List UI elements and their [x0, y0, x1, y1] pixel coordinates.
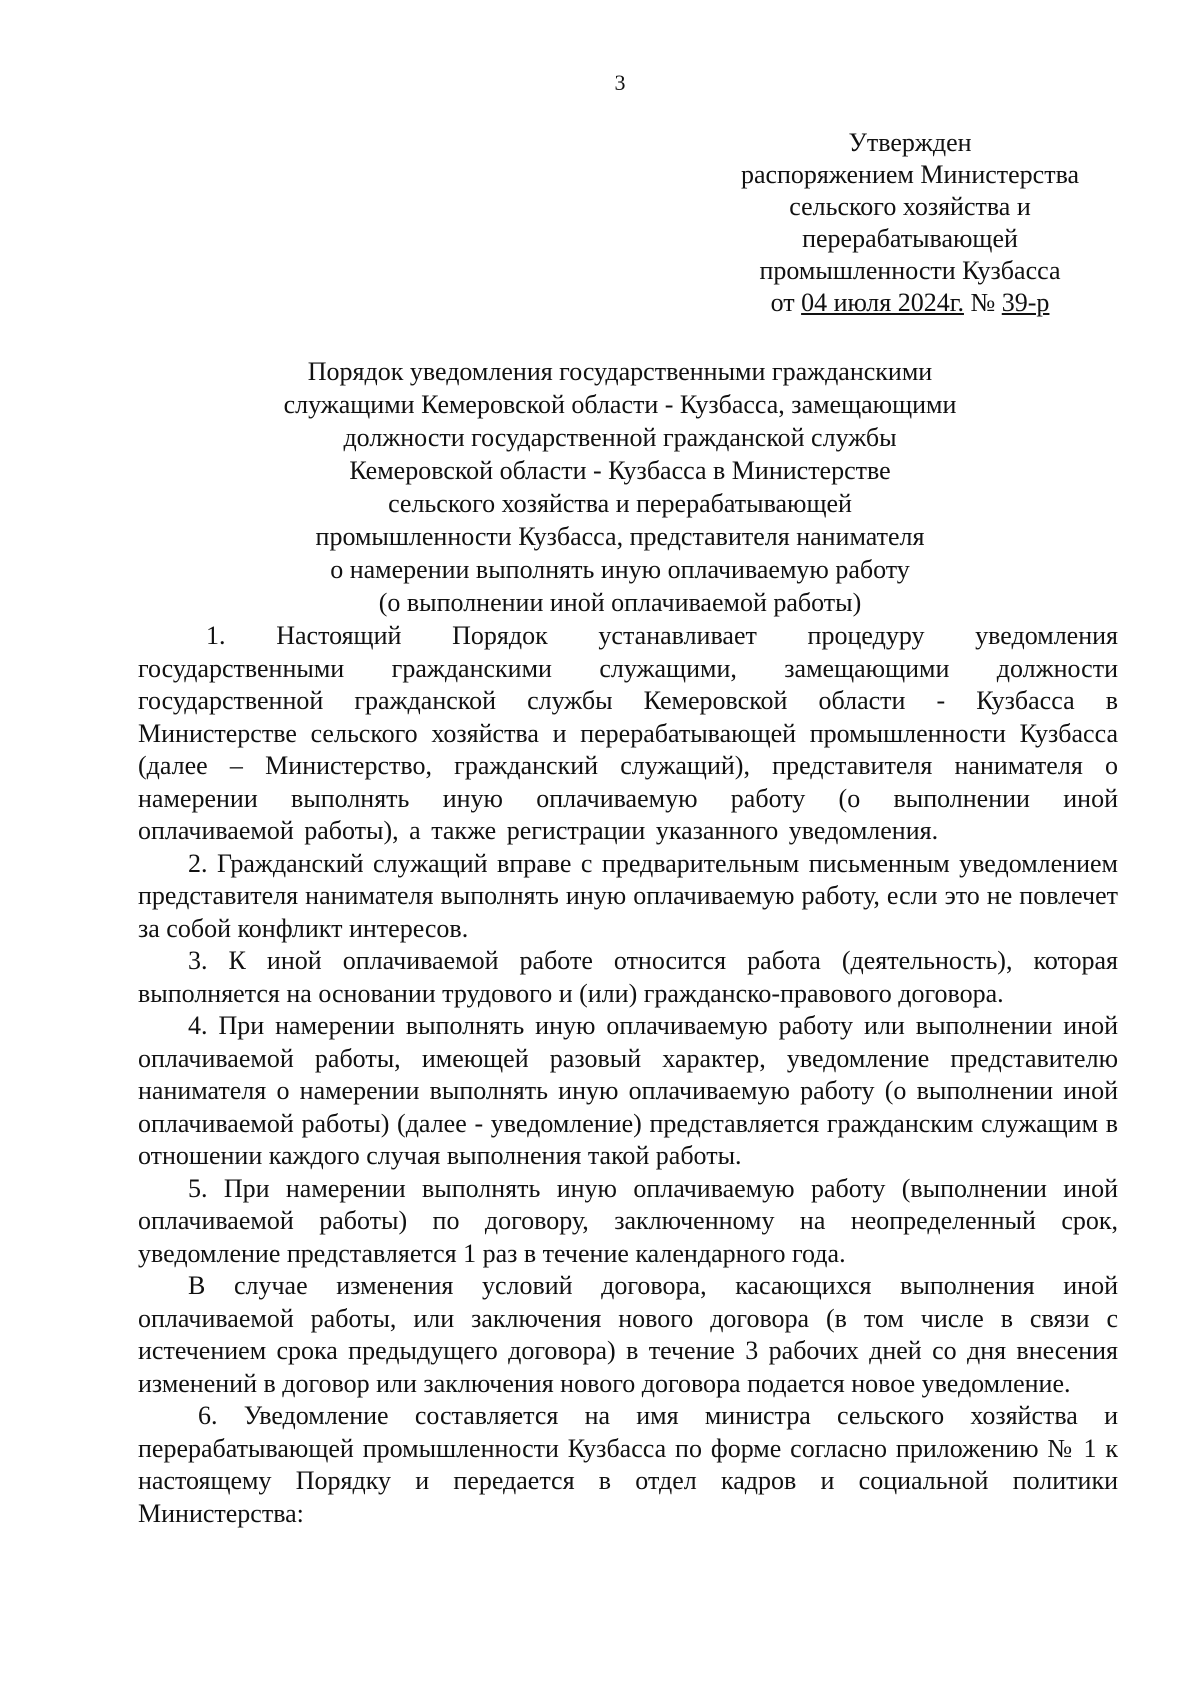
approval-date: 04 июля 2024г.: [801, 288, 964, 317]
title-line: промышленности Кузбасса, представителя нанимателя: [315, 522, 925, 551]
title-line: Кемеровской области - Кузбасса в Министерстве: [349, 456, 891, 485]
approval-number: 39-р: [1001, 288, 1050, 317]
title-line: о намерении выполнять иную оплачиваемую работу: [330, 555, 910, 584]
approval-line: сельского хозяйства и: [789, 192, 1031, 221]
paragraph-3: 3. К иной оплачиваемой работе относится работа (деятельность), которая выполняется на основании трудового и (или) гражданско-правового договора.: [138, 946, 1118, 1008]
paragraph-4: 4. При намерении выполнять иную оплачиваемую работу или выполнении иной оплачиваемой работы, имеющей разовый характер, уведомление представителю нанимателя о намерении выполнять иную оплачиваемую работу (о выполнении иной оплачиваемой работы) (далее - уведомление) представляется гражданским служащим в отношении каждого случая выполнения такой работы.: [138, 1011, 1118, 1170]
title-line: должности государственной гражданской службы: [343, 423, 897, 452]
title-line: служащими Кемеровской области - Кузбасса, замещающими: [283, 390, 957, 419]
document-title: [180, 355, 1060, 619]
approval-line: распоряжением Министерства: [740, 160, 1080, 189]
approval-line: перерабатывающей: [802, 224, 1018, 253]
date-prefix: от: [770, 288, 802, 317]
approval-date-line: [700, 287, 1120, 319]
paragraph-1: 1. Настоящий Порядок устанавливает процедуру уведомления государственными гражданскими служащими, замещающими должности государственной гражданской службы Кемеровской области - Кузбасса в Министерстве сельского хозяйства и перерабатывающей промышленности Кузбасса (далее – Министерство, гражданский служащий), представителя нанимателя о намерении выполнять иную оплачиваемую работу (о выполнении иной оплачиваемой работы), а также регистрации указанного уведомления.: [138, 621, 1118, 845]
document-body: [138, 620, 1118, 1530]
paragraph-5: 5. При намерении выполнять иную оплачиваемую работу (выполнении иной оплачиваемой работы) по договору, заключенному на неопределенный срок, уведомление представляется 1 раз в течение календарного года.: [138, 1173, 1118, 1268]
approval-block: [700, 127, 1120, 319]
number-prefix: №: [963, 288, 1002, 317]
paragraph-6: 6. Уведомление составляется на имя министра сельского хозяйства и перерабатывающей промышленности Кузбасса по форме согласно приложению № 1 к настоящему Порядку и передается в отдел кадров и социальной политики Министерства:: [138, 1401, 1118, 1528]
paragraph-2: 2. Гражданский служащий вправе с предварительным письменным уведомлением представителя нанимателя выполнять иную оплачиваемую работу, если это не повлечет за собой конфликт интересов.: [138, 848, 1118, 943]
title-line: (о выполнении иной оплачиваемой работы): [378, 588, 862, 617]
title-line: сельского хозяйства и перерабатывающей: [388, 489, 852, 518]
page-number: 3: [614, 70, 626, 95]
paragraph-5-continued: В случае изменения условий договора, касающихся выполнения иной оплачиваемой работы, или заключения нового договора (в том числе в связи с истечением срока предыдущего договора) в течение 3 рабочих дней со дня внесения изменений в договор или заключения нового договора подается новое уведомление.: [138, 1271, 1118, 1398]
title-line: Порядок уведомления государственными гражданскими: [307, 357, 933, 386]
approval-line: Утвержден: [848, 128, 972, 157]
approval-line: промышленности Кузбасса: [759, 256, 1061, 285]
